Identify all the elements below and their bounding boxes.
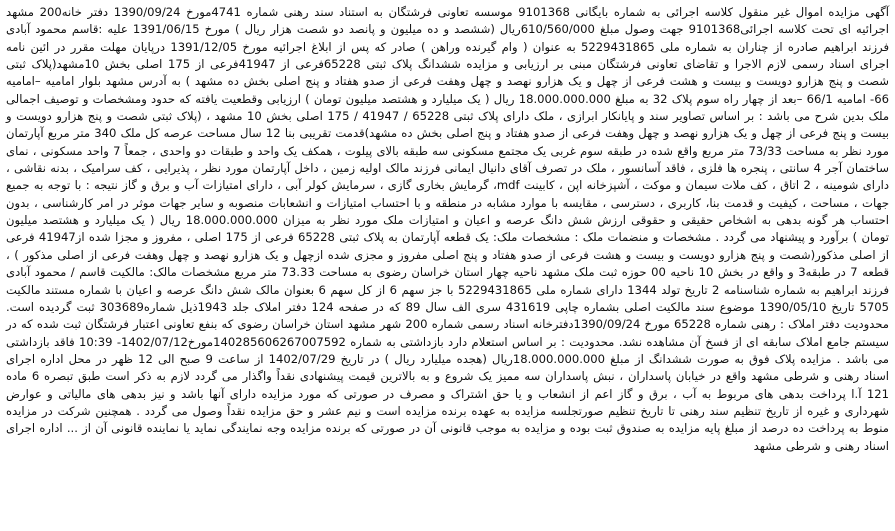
auction-notice-text: آگهی مزایده اموال غیر منقول کلاسه اجرائی به شماره بایگانی 9101368 موسسه تعاونی فرشتگان به استناد سند رهنی شماره 4741مورخ 1390/09/24 دفتر خانه200 مشهد اجرائیه ای تحت کلاسه اجرائی9101368 جهت وصول مبلغ 610/560/000ریال (ششصد و ده میلیون و پانصد دو شصت هزار ریال ) مورخ 1391/06/15 علیه :قاسم محمود آبادی فرزند ابراهیم صادره از چناران به شماره ملی 5229431865 به عنوان ( وام گیرنده وراهن ) صادر که پس از ابلاغ اجرائیه مورخ 1391/12/05 درپایان مهلت مقرر در ائین نامه اجرای اسناد رسمی لازم الاجرا و تقاضای تعاونی فرشتگان مبنی بر ارزیابی و مزایده ششدانگ پلاک ثبتی 65228فرعی از 41947فرعی از 175 اصلی بخش 10مشهد(پلاک ثبتی شصت و پنج هزارو دویست و بیست و هشت فرعی از چهل و یک هزارو نهصد و چهل وهفت فرعی از صدو هفتاد و پنج اصلی بخش ده مشهد ) به آدرس مشهد بلوار امامیه –امامیه 66- امامیه 66/1 –بعد از چهار راه سوم پلاک 32 به مبلغ 18.000.000.000 ریال ( یک میلیارد و هشتصد میلیون تومان ) ارزیابی وقطعیت یافته که حدود ومشخصات و توصیف اجمالی ملک بدین شرح می باشد : بر اساس تصاویر سند و پایانکار ابرازی ، ملک دارای پلاک ثبتی 65228 / 41947 / 175 اصلی بخش 10 مشهد ، (پلاک ثبتی شصت و پنج هزارو دویست و بیست و پنج فرعی از چهل و یک هزارو نهصد و چهل وهفت فرعی از صدو هفتاد و پنج اصلی بخش ده مشهد)قدمت تقریبی بنا 12 سال مساحت عرصه کل ملک 340 متر مربع آپارتمان مورد نظر به مساحت 73/33 متر مربع واقع شده در طبقه سوم غربی یک مجتمع مسکونی سه طبقه بالای پیلوت ، همکف یک واحد و طبقات دو واحدی ، جمعاً 7 واحد مسکونی ، نمای ساختمان آجر 4 سانتی ، پنجره ها فلزی ، فاقد آسانسور ، ملک در تصرف آقای دانیال ایمانی فرزند مالک اولیه زمین ، داخل آپارتمان مورد نظر ، پذیرایی ، کف سرامیک ، بدنه نقاشی ، دارای شومینه ، 2 اتاق ، کف ملات سیمان و موکت ، آشپزخانه اپن ، کابینت mdf، گرمایش بخاری گازی ، سرمایش کولر آبی ، دارای امتیازات آب و برق و گاز نتیجه : با توجه به جمیع جهات ، مساحت ، کیفیت و قدمت بنا، کاربری ، دسترسی ، مقایسه با موارد مشابه در منطقه و با احتساب امتیازات و انشعابات منصوبه و سایر جهات موثر در امر کارشناسی ، بدون احتساب هر گونه بدهی به اشخاص حقیقی و حقوقی ارزش شش دانگ عرصه و اعیان و امتیازات ملک مورد نظر به میزان 18.000.000.000 ریال ( یک میلیارد و هشتصد میلیون تومان ) برآورد و پیشنهاد می گردد . مشخصات و منضمات ملک : مشخصات ملک: یک قطعه آپارتمان به پلاک ثبتی 65228 فرعی از 175 اصلی ، مفروز و مجزا شده از41947 فرعی از اصلی مذکور(شصت و پنج هزارو دویست و بیست و هشت فرعی از صدو هفتاد و پنج اصلی مفروز و مجزی شده ازچهل و یک هزارو نهصد و چهل وهفت فرعی از اصلی مذکور ) ، قطعه 7 در طبقه3 و واقع در بخش 10 ناحیه 00 حوزه ثبت ملک مشهد ناحیه چهار استان خراسان رضوی به مساحت 73.33 متر مربع مشخصات مالک: مالکیت قاسم / محمود آبادی فرزند ابراهیم به شماره شناسنامه 2 تاریخ تولد 1344 دارای شماره ملی 5229431865 با جز سهم 6 از کل سهم 6 بعنوان مالک شش دانگ عرصه و اعیان با شماره مستند مالکیت 5705 تاریخ 1390/05/10 موضوع سند مالکیت اصلی بشماره چاپی 431619 سری الف سال 89 که در صفحه 124 دفتر املاک جلد 1943ذیل شماره303689 ثبت گردیده است. محدودیت دفتر املاک : رهنی شماره 65228 مورخ 1390/09/24دفترخانه اسناد رسمی شماره 200 شهر مشهد استان خراسان رضوی که بنفع تعاونی اعتبار فرشتگان ثبت شده که در سیستم جامع املاک سابقه ای از فسخ آن مشاهده نشد. محدودیت : بر اساس استعلام دارد بازداشتی به شماره 140285606267007592مورخ1402/07/12- 10:39 فاقد بازداشتی می باشد . مزایده پلاک فوق به صورت ششدانگ از مبلغ 18.000.000.000ریال (هجده میلیارد ریال ) در تاریخ 1402/07/29 از ساعت 9 صبح الی 12 ظهر در محل اداره اجرای اسناد رهنی و شرطی مشهد واقع در خیابان پاسداران ، نبش پاسداران سه ممیز یک شروع و به بالاترین قیمت پیشنهادی نقداً واگذار می گردد لازم به ذکر است طبق تبصره 6 ماده 121 آ.ا پرداخت بدهی های مربوط به آب ، برق و گاز اعم از انشعاب و یا حق اشتراک و مصرف در صورتی که مورد مزایده دارای آنها باشد و نیز بدهی های مالیاتی و عوارض شهرداری و غیره از تاریخ تنظیم سند رهنی تا تاریخ تنظیم صورتجلسه مزایده به عهده برنده مزایده است و نیم عشر و حق مزایده نقداً وصول می گردد . همچنین شرکت در مزایده منوط به پرداخت ده درصد از مبلغ پایه مزایده به صندوق ثبت بوده و مزایده به موجب قانونی آن در صورتی که برنده مزایده وجه نمایندگی نماید یا نماینده قانونی آن از ... اداره اجرای اسناد رهنی و شرطی مشهد	[6, 5, 890, 453]
